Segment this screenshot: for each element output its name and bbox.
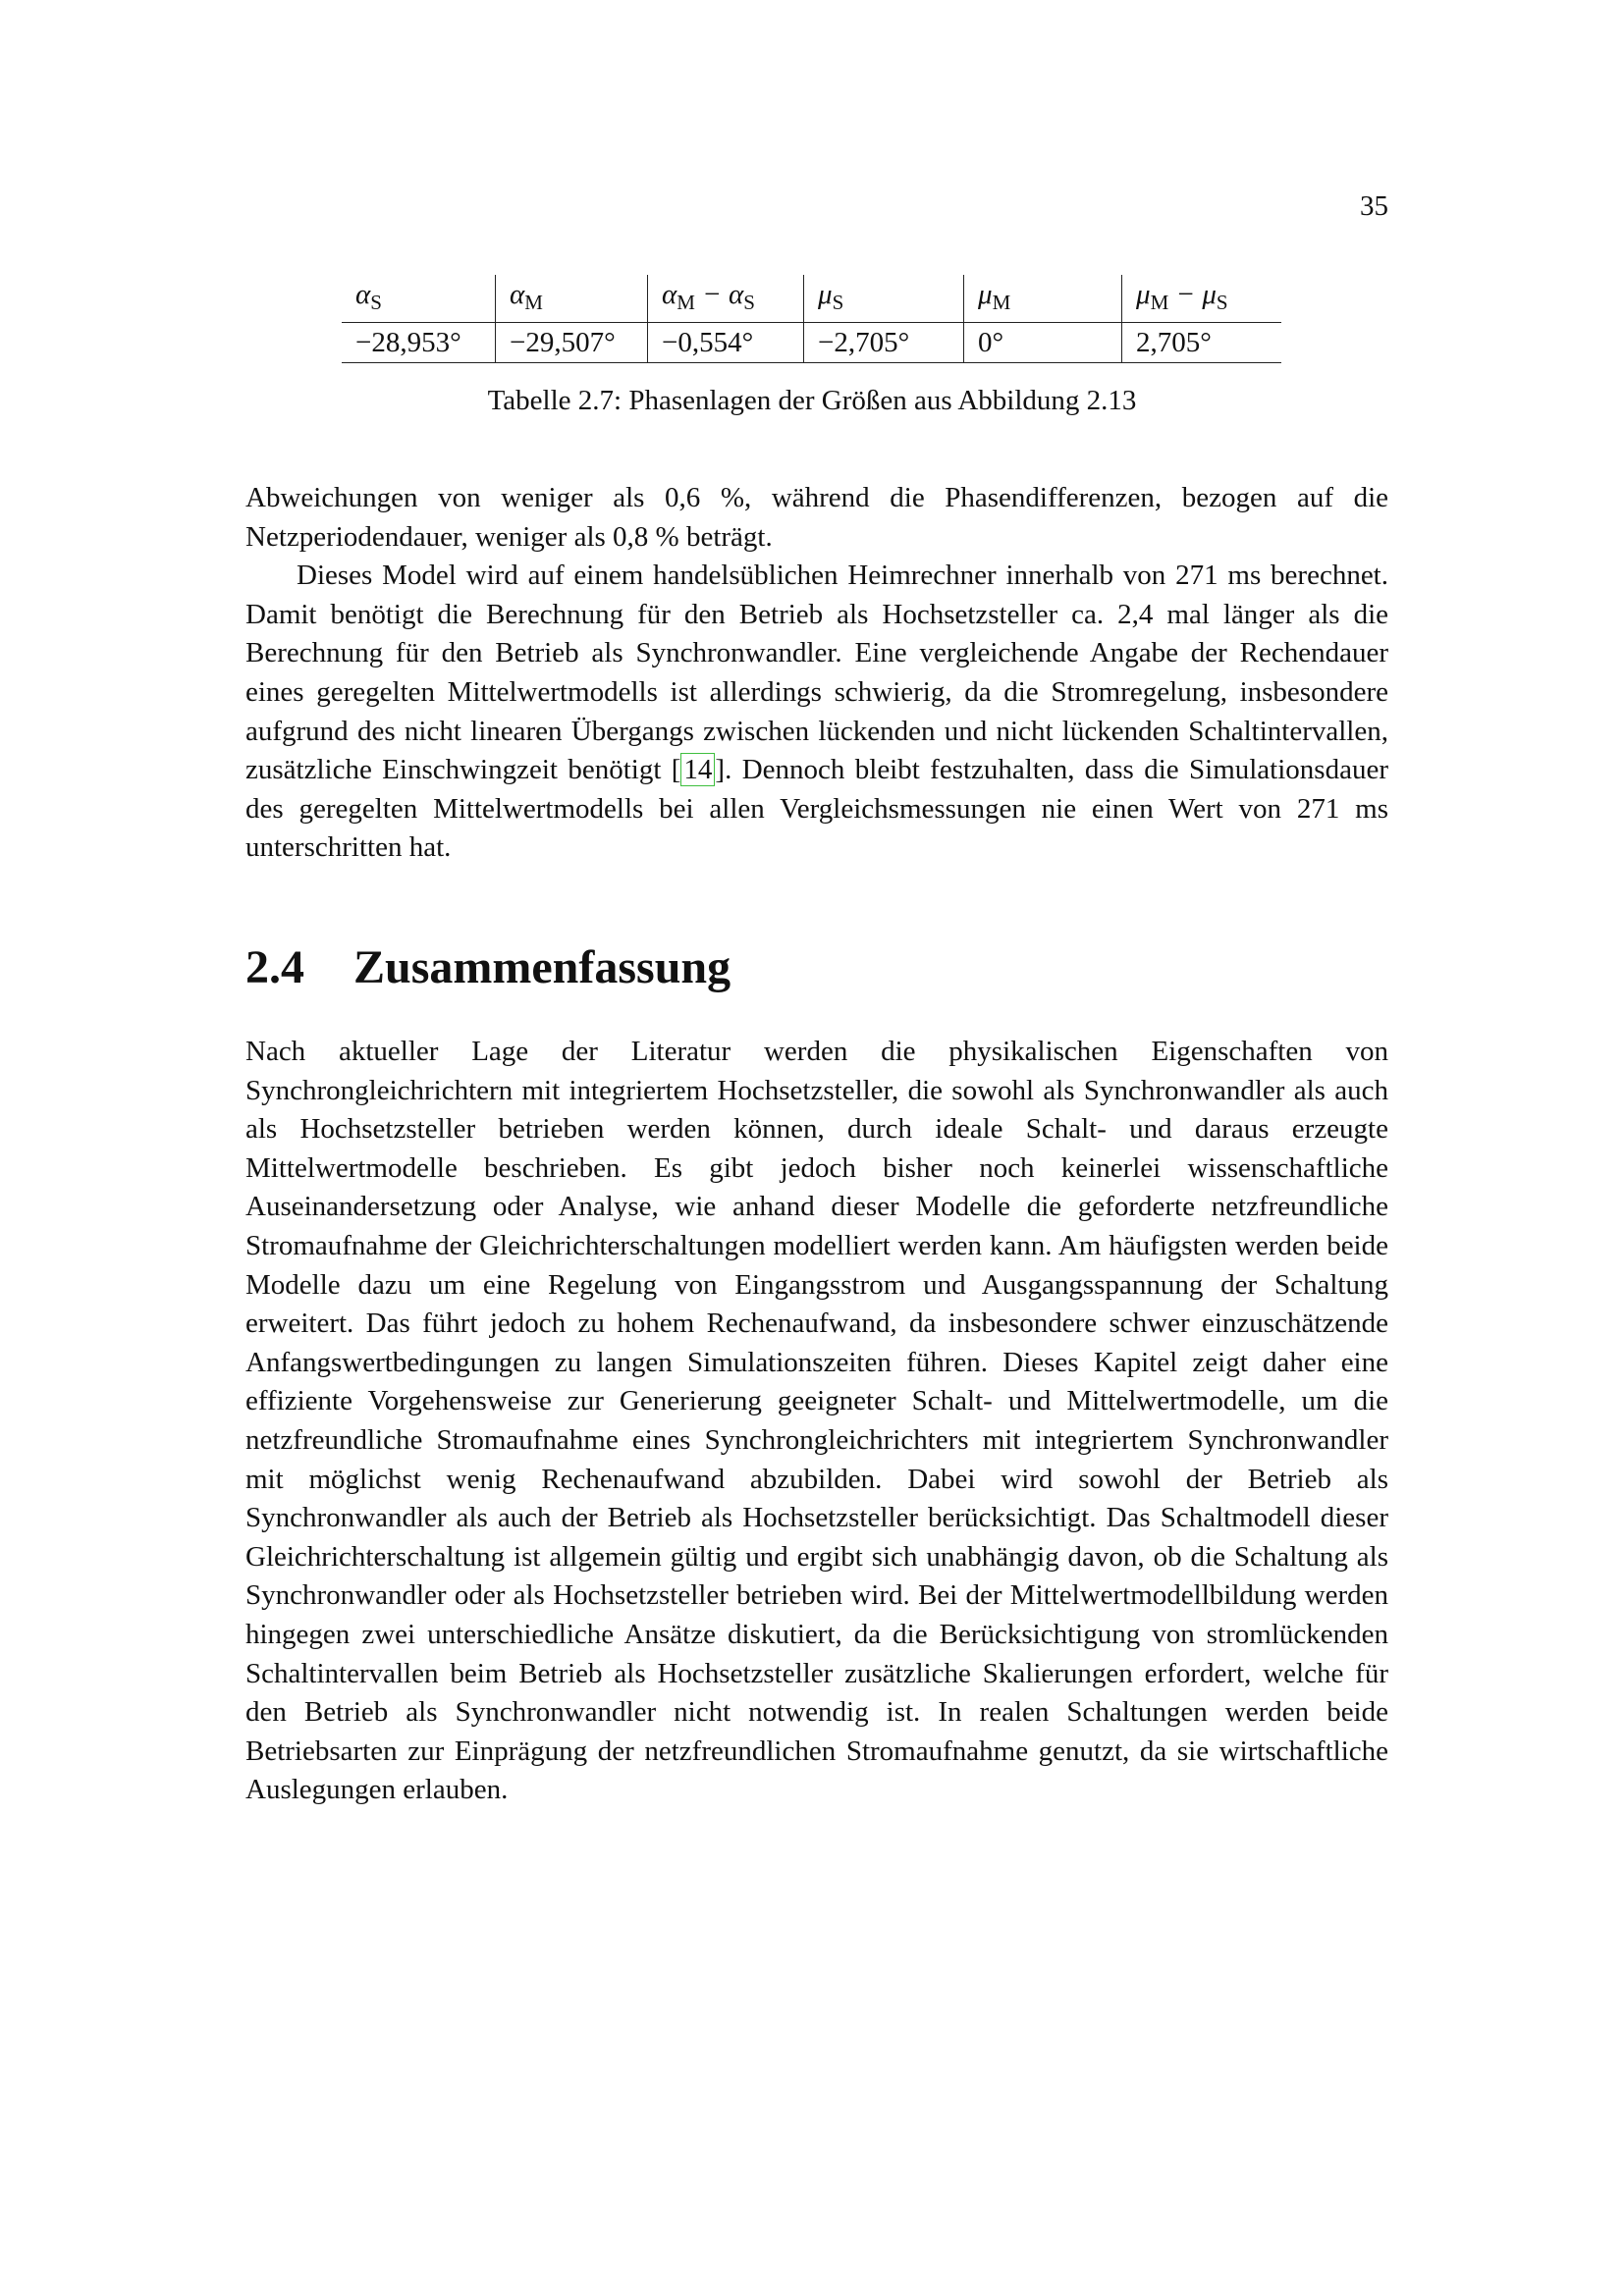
section-number: 2.4 [245,941,304,993]
table-caption: Tabelle 2.7: Phasenlagen der Größen aus Abbildung 2.13 [487,385,1137,416]
header-mu-s: $\mu_S$ [804,275,964,323]
phase-table [342,275,1281,363]
text-block-summary [245,1033,1388,1810]
paragraph-computation-time: Dieses Model wird auf einem handelsüblichen Heimrechner innerhalb von 271 ms berechnet. Damit benötigt die Berechnung für den Betrieb als Hochsetzsteller ca. 2,4 mal länger als die Berechnung für den Betrieb als Synchronwandler. Eine vergleichende Angabe der Rechendauer eines geregelten Mittelwertmodells ist allerdings schwierig, da die Stromregelung, insbesondere aufgrund des nicht linearen Übergangs zwischen lückenden und nicht lückenden Schaltintervallen, zusätzliche Einschwingzeit benötigt [ 14 ]. Dennoch bleibt festzuhalten, dass die Simulationsdauer des geregelten Mittelwertmodells bei allen Vergleichsmessungen nie einen Wert von 271 ms unterschritten hat. [245,560,1388,864]
header-alpha-m: $\alpha_M$ [496,275,648,323]
table-header-row [342,275,1281,323]
header-alpha-s: $\alpha_S$ [355,279,382,314]
cell-alpha-m: −29,507° [496,323,648,363]
citation-link[interactable]: 14 [680,753,715,786]
cell-mu-diff: 2,705° [1122,323,1282,363]
header-mu-diff: $\mu_M - \mu_S$ [1122,275,1282,323]
paragraph-deviation: Abweichungen von weniger als 0,6 %, während die Phasendifferenzen, bezogen auf die Netzperiodendauer, weniger als 0,8 % beträgt. [245,482,1388,553]
page-number: 35 [1360,190,1388,222]
header-mu-m: $\mu_M$ [964,275,1122,323]
cell-alpha-s: −28,953° [355,327,461,358]
paragraph-summary: Nach aktueller Lage der Literatur werden die physikalischen Eigenschaften von Synchrongleichrichtern mit integriertem Hochsetzsteller, die sowohl als Synchronwandler als auch als Hochsetzsteller betrieben werden können, durch ideale Schalt- und daraus erzeugte Mittelwertmodelle beschrieben. Es gibt jedoch bisher noch keinerlei wissenschaftliche Auseinandersetzung oder Analyse, wie anhand dieser Modelle die geforderte netzfreundliche Stromaufnahme der Gleichrichterschaltungen modelliert werden kann. Am häufigsten werden beide Modelle dazu um eine Regelung von Eingangsstrom und Ausgangsspannung der Schaltung erweitert. Das führt jedoch zu hohem Rechenaufwand, da insbesondere schwer einzuschätzende Anfangswertbedingungen zu langen Simulationszeiten führen. Dieses Kapitel zeigt daher eine effiziente Vorgehensweise zur Generierung geeigneter Schalt- und Mittelwertmodelle, um die netzfreundliche Stromaufnahme eines Synchrongleichrichters mit integriertem Synchronwandler mit möglichst wenig Rechenaufwand abzubilden. Dabei wird sowohl der Betrieb als Synchronwandler als auch der Betrieb als Hochsetzsteller berücksichtigt. Das Schaltmodell dieser Gleichrichterschaltung ist allgemein gültig und ergibt sich unabhängig davon, ob die Schaltung als Synchronwandler oder als Hochsetzsteller betrieben wird. Bei der Mittelwertmodellbildung werden hingegen zwei unterschiedliche Ansätze diskutiert, da die Berücksichtigung von stromlückenden Schaltintervallen beim Betrieb als Hochsetzsteller zusätzliche Skalierungen erfordert, welche für den Betrieb als Synchronwandler nicht notwendig ist. In realen Schaltungen werden beide Betriebsarten zur Einprägung der netzfreundlichen Stromaufnahme genutzt, da sie wirtschaftliche Auslegungen erlauben. [245,1036,1388,1806]
cell-alpha-diff: −0,554° [648,323,804,363]
section-title: Zusammenfassung [353,941,731,993]
section-heading [245,941,731,993]
header-alpha-diff: $\alpha_M - \alpha_S$ [648,275,804,323]
cell-mu-s: −2,705° [804,323,964,363]
text-block-intro [245,479,1388,868]
table-row [342,323,1281,363]
cell-mu-m: 0° [964,323,1122,363]
